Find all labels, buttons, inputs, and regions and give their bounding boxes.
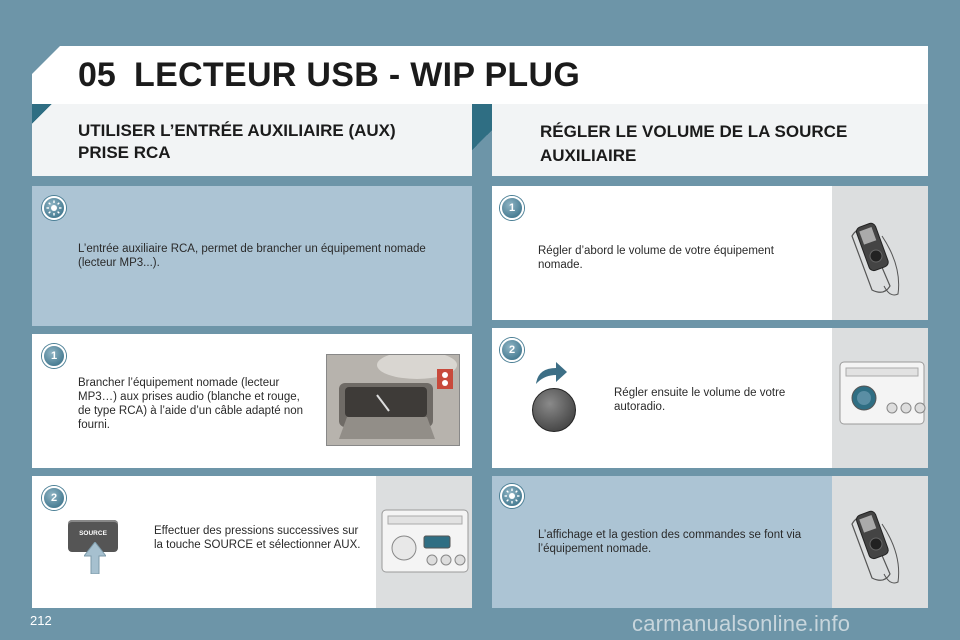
left-step1-text: Brancher l’équipement nomade (lecteur MP3…) aux prises audio (blanche et rouge, de type RCA) à l’aide d’un câble adapté non fourni.: [78, 377, 304, 431]
press-arrow-icon: [84, 542, 106, 574]
step-badge: 2: [42, 486, 66, 510]
band-corner-decoration: [32, 104, 52, 124]
source-button-label: SOURCE: [79, 530, 107, 537]
chapter-number: 05: [78, 56, 116, 94]
left-info-text: L’entrée auxiliaire RCA, permet de brancher un équipement nomade (lecteur MP3...).: [78, 243, 426, 269]
device-side-panel-2: [832, 476, 928, 608]
right-step1-box: [492, 186, 928, 320]
left-section-heading: UTILISER L’ENTRÉE AUXILIAIRE (AUX) PRISE RCA: [78, 121, 396, 162]
step-badge: 1: [500, 196, 524, 220]
step-badge: 2: [500, 338, 524, 362]
radio-side-panel: [376, 476, 472, 608]
curved-arrow-icon: [534, 360, 568, 386]
right-info-box: [492, 476, 928, 608]
glovebox-photo: [326, 354, 460, 446]
watermark: carmanualsonline.info: [632, 611, 851, 636]
header-corner: [32, 46, 60, 74]
page-title: LECTEUR USB - WIP PLUG: [134, 56, 581, 94]
right-step1-text: Régler d’abord le volume de votre équipement nomade.: [538, 245, 774, 271]
left-step2-text: Effectuer des pressions successives sur la touche SOURCE et sélectionner AUX.: [154, 525, 361, 551]
device-side-panel: [832, 186, 928, 320]
step-badge: 1: [42, 344, 66, 368]
left-step1-box: [32, 334, 472, 468]
band-fold-decoration: [472, 104, 492, 176]
left-info-box: [32, 186, 472, 326]
right-section-heading: RÉGLER LE VOLUME DE LA SOURCE AUXILIAIRE: [540, 122, 848, 165]
radio-volume-side-panel: [832, 328, 928, 468]
right-step2-box: [492, 328, 928, 468]
right-info-text: L’affichage et la gestion des commandes se font via l’équipement nomade.: [538, 529, 802, 555]
page-number: 212: [30, 613, 52, 628]
left-step2-box: [32, 476, 472, 608]
sun-info-icon: [500, 484, 524, 508]
sun-info-icon: [42, 196, 66, 220]
right-step2-text: Régler ensuite le volume de votre autoradio.: [614, 387, 786, 413]
volume-knob: [532, 388, 576, 432]
